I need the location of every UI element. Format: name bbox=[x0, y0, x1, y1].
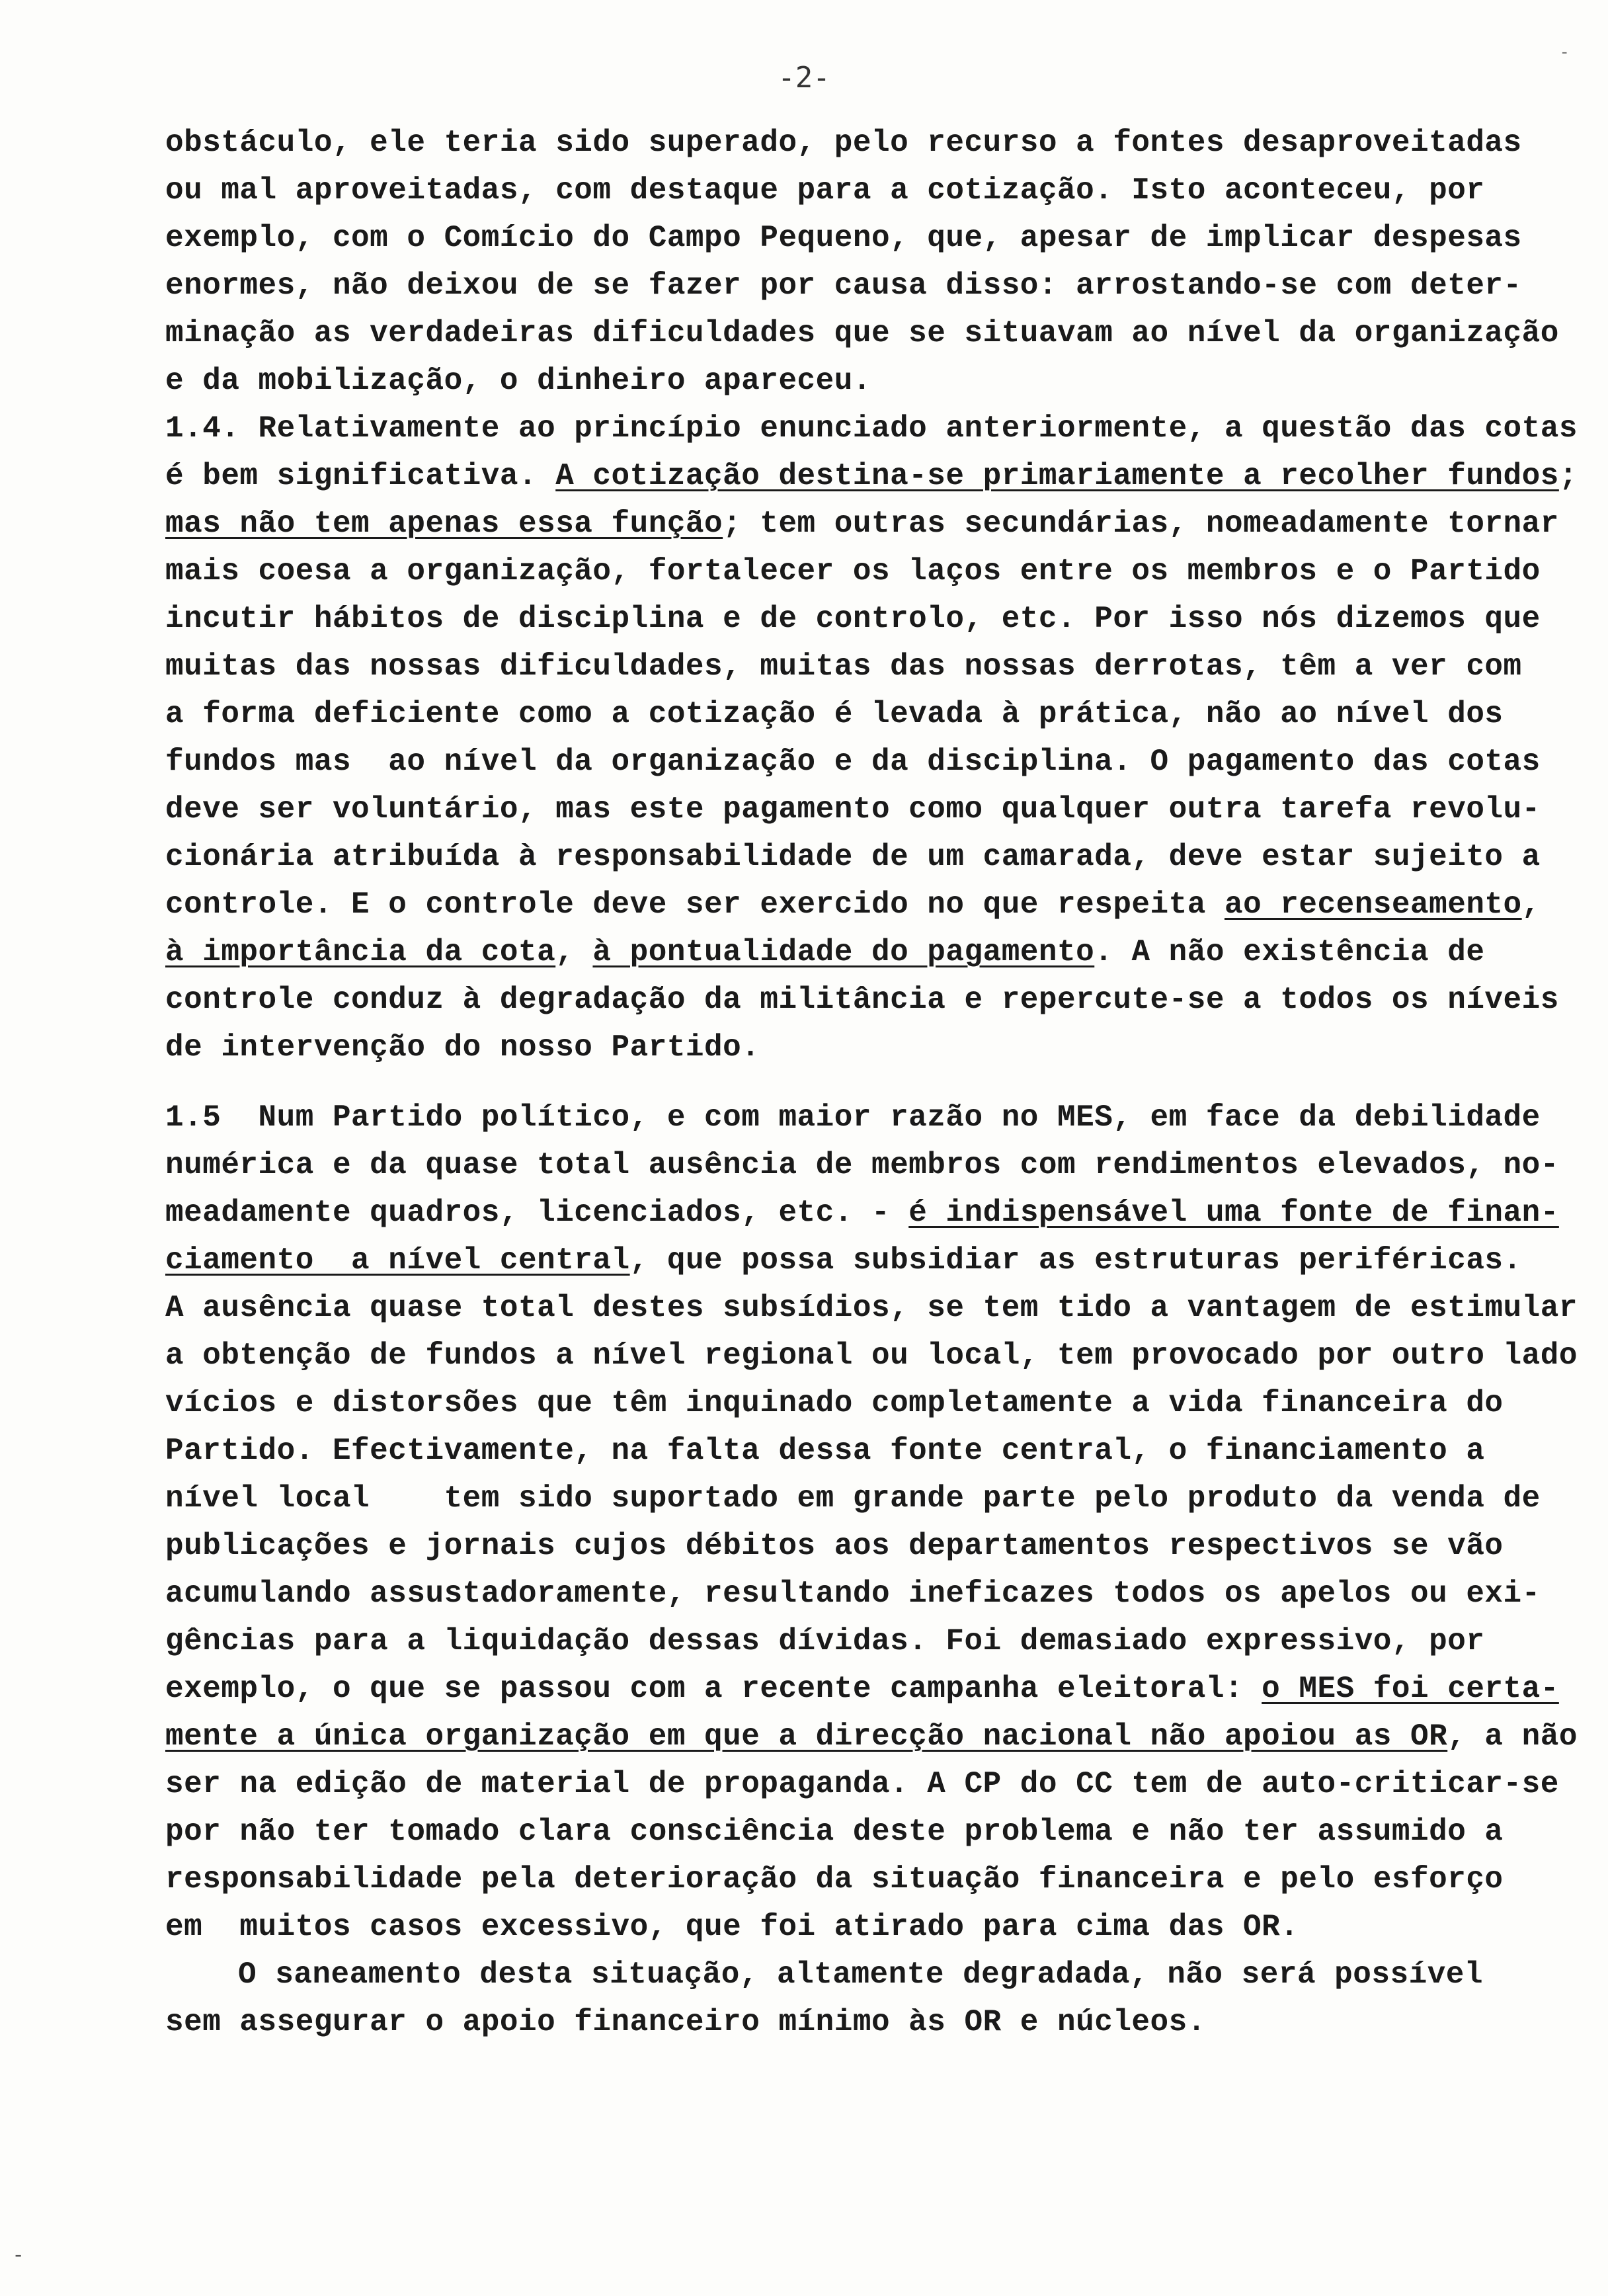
text-line bbox=[165, 1427, 1541, 1475]
line-text: fundos mas ao nível da organização e da disciplina. O pagamento das cotas bbox=[165, 745, 1541, 779]
line-text: ou mal aproveitadas, com destaque para a cotização. Isto aconteceu, por bbox=[165, 173, 1485, 208]
text-line bbox=[165, 405, 1578, 452]
text-line bbox=[165, 833, 1541, 881]
line-text: a forma deficiente como a cotização é levada à prática, não ao nível dos bbox=[165, 697, 1504, 731]
line-text: obstáculo, ele teria sido superado, pelo recurso a fontes desaproveitadas bbox=[165, 126, 1522, 160]
text-line bbox=[165, 1856, 1541, 1903]
text-line bbox=[165, 1951, 1541, 1998]
line-text: . A não existência de bbox=[1094, 935, 1485, 969]
underlined-text: ao recenseamento bbox=[1224, 887, 1522, 922]
line-text: A ausência quase total destes subsídios, se tem tido a vantagem de estimular bbox=[165, 1291, 1578, 1325]
underlined-text: A cotização destina-se primariamente a recolher fundos bbox=[555, 459, 1559, 493]
text-line bbox=[165, 1618, 1541, 1665]
text-line bbox=[165, 976, 1559, 1024]
page-number: -2- bbox=[778, 61, 830, 95]
line-text: ser na edição de material de propaganda. A CP do CC tem de auto-criticar-se bbox=[165, 1767, 1559, 1801]
line-text: publicações e jornais cujos débitos aos departamentos respectivos se vão bbox=[165, 1529, 1504, 1563]
line-text: mais coesa a organização, fortalecer os laços entre os membros e o Partido bbox=[165, 554, 1541, 589]
line-text: a obtenção de fundos a nível regional ou local, tem provocado por outro lado bbox=[165, 1338, 1578, 1373]
line-text: , bbox=[1521, 887, 1541, 922]
text-line bbox=[165, 690, 1541, 738]
line-text: 1.5 Num Partido político, e com maior razão no MES, em face da debilidade bbox=[165, 1100, 1541, 1135]
text-line bbox=[165, 1570, 1541, 1618]
line-text: enormes, não deixou de se fazer por causa disso: arrostando-se com deter- bbox=[165, 268, 1522, 303]
line-text: muitas das nossas dificuldades, muitas das nossas derrotas, têm a ver com bbox=[165, 649, 1522, 684]
line-text: , a não bbox=[1447, 1719, 1578, 1754]
line-text: 1.4. Relativamente ao princípio enunciado anteriormente, a questão das cotas bbox=[165, 411, 1578, 446]
underlined-text: à pontualidade do pagamento bbox=[592, 935, 1095, 969]
text-line bbox=[165, 786, 1541, 833]
text-line bbox=[165, 1237, 1541, 1284]
text-line bbox=[165, 1522, 1541, 1570]
line-text: meadamente quadros, licenciados, etc. - bbox=[165, 1196, 909, 1230]
underlined-text: à importância da cota bbox=[165, 935, 556, 969]
line-text: ; bbox=[1558, 459, 1578, 493]
text-line bbox=[165, 1475, 1541, 1522]
line-text: controle. E o controle deve ser exercido no que respeita bbox=[165, 887, 1225, 922]
line-text: responsabilidade pela deterioração da situação financeira e pelo esforço bbox=[165, 1862, 1504, 1897]
text-line bbox=[165, 1903, 1541, 1951]
text-line bbox=[165, 1713, 1578, 1760]
text-line bbox=[165, 928, 1541, 976]
text-line bbox=[165, 595, 1541, 643]
line-text: numérica e da quase total ausência de membros com rendimentos elevados, no- bbox=[165, 1148, 1559, 1182]
text-line bbox=[165, 214, 1541, 262]
line-text: , bbox=[555, 935, 593, 969]
text-line bbox=[165, 309, 1559, 357]
text-line bbox=[165, 738, 1541, 786]
line-text: é bem significativa. bbox=[165, 459, 556, 493]
line-text: O saneamento desta situação, altamente degradada, não será possível bbox=[238, 1957, 1484, 1992]
paragraph-gap bbox=[165, 1071, 1541, 1094]
text-line bbox=[165, 1024, 1541, 1071]
line-text: e da mobilização, o dinheiro apareceu. bbox=[165, 364, 871, 398]
underlined-text: mas não tem apenas essa função bbox=[165, 507, 723, 541]
underlined-text: o MES foi certa- bbox=[1262, 1672, 1559, 1706]
line-text: controle conduz à degradação da militância e repercute-se a todos os níveis bbox=[165, 983, 1559, 1017]
body-text bbox=[165, 119, 1578, 2046]
line-text: gências para a liquidação dessas dívidas. Foi demasiado expressivo, por bbox=[165, 1624, 1485, 1659]
text-line bbox=[165, 1808, 1541, 1856]
text-line bbox=[165, 167, 1541, 214]
text-line bbox=[165, 1998, 1541, 2046]
text-line bbox=[165, 500, 1559, 548]
underlined-text: é indispensável uma fonte de finan- bbox=[908, 1196, 1559, 1230]
margin-mark: - bbox=[12, 2242, 25, 2267]
line-text: exemplo, o que se passou com a recente campanha eleitoral: bbox=[165, 1672, 1262, 1706]
line-text: deve ser voluntário, mas este pagamento como qualquer outra tarefa revolu- bbox=[165, 792, 1541, 827]
line-text: incutir hábitos de disciplina e de controlo, etc. Por isso nós dizemos que bbox=[165, 602, 1541, 636]
text-line bbox=[165, 262, 1541, 309]
line-text: sem assegurar o apoio financeiro mínimo às OR e núcleos. bbox=[165, 2005, 1206, 2039]
text-line bbox=[165, 357, 1541, 405]
text-line bbox=[165, 1141, 1559, 1189]
text-line bbox=[165, 452, 1578, 500]
line-text: por não ter tomado clara consciência deste problema e não ter assumido a bbox=[165, 1815, 1504, 1849]
line-text: nível local tem sido suportado em grande parte pelo produto da venda de bbox=[165, 1481, 1541, 1516]
text-line bbox=[165, 881, 1541, 928]
text-line bbox=[165, 1760, 1559, 1808]
underlined-text: ciamento a nível central bbox=[165, 1243, 630, 1278]
text-line bbox=[165, 548, 1541, 595]
text-line bbox=[165, 643, 1541, 690]
line-text: , que possa subsidiar as estruturas periféricas. bbox=[629, 1243, 1522, 1278]
line-text: ; tem outras secundárias, nomeadamente tornar bbox=[723, 507, 1559, 541]
line-text: acumulando assustadoramente, resultando ineficazes todos os apelos ou exi- bbox=[165, 1577, 1541, 1611]
line-text: de intervenção do nosso Partido. bbox=[165, 1030, 760, 1065]
underlined-text: mente a única organização em que a direcção nacional não apoiou as OR bbox=[165, 1719, 1448, 1754]
text-line bbox=[165, 1665, 1559, 1713]
line-text: em muitos casos excessivo, que foi atirado para cima das OR. bbox=[165, 1910, 1299, 1944]
line-text: minação as verdadeiras dificuldades que se situavam ao nível da organização bbox=[165, 316, 1559, 350]
line-text: cionária atribuída à responsabilidade de um camarada, deve estar sujeito a bbox=[165, 840, 1541, 874]
text-line bbox=[165, 1332, 1578, 1379]
line-text: exemplo, com o Comício do Campo Pequeno, que, apesar de implicar despesas bbox=[165, 221, 1522, 255]
text-line bbox=[165, 1379, 1541, 1427]
line-text: vícios e distorsões que têm inquinado completamente a vida financeira do bbox=[165, 1386, 1504, 1420]
text-line bbox=[165, 1094, 1541, 1141]
corner-mark: - bbox=[1559, 42, 1570, 62]
text-line bbox=[165, 1284, 1578, 1332]
text-line bbox=[165, 1189, 1559, 1237]
text-line bbox=[165, 119, 1541, 167]
line-text: Partido. Efectivamente, na falta dessa fonte central, o financiamento a bbox=[165, 1434, 1485, 1468]
